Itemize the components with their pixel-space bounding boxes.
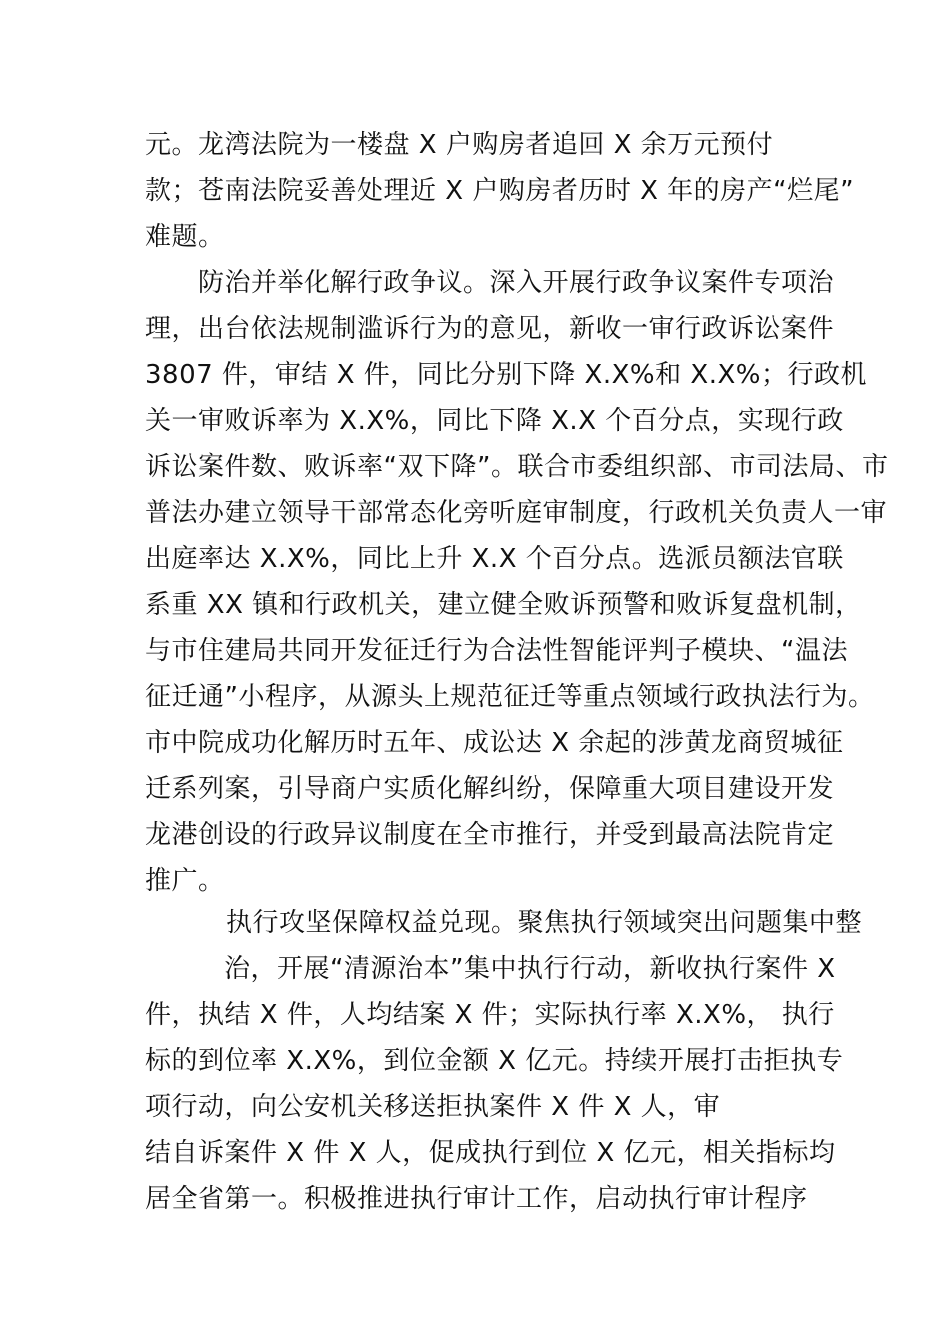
text-line: 件，执结 X 件，人均结案 X 件；实际执行率 X.X%， 执行 — [145, 1000, 835, 1030]
text-line: 关一审败诉率为 X.X%，同比下降 X.X 个百分点，实现行政 — [145, 406, 844, 436]
text-line: 市中院成功化解历时五年、成讼达 X 余起的涉黄龙商贸城征 — [145, 728, 844, 758]
text-line: 普法办建立领导干部常态化旁听庭审制度，行政机关负责人一审 — [145, 498, 888, 528]
text-line: 结自诉案件 X 件 X 人，促成执行到位 X 亿元，相关指标均 — [145, 1138, 836, 1168]
text-line: 龙港创设的行政异议制度在全市推行，并受到最高法院肯定 — [145, 820, 835, 850]
text-line: 治，开展“清源治本”集中执行行动，新收执行案件 X — [224, 954, 836, 984]
text-line: 与市住建局共同开发征迁行为合法性智能评判子模块、“温法 — [145, 636, 848, 666]
paragraph-heading-line: 执行攻坚保障权益兑现。聚焦执行领域突出问题集中整 — [226, 908, 863, 938]
text-line: 标的到位率 X.X%，到位金额 X 亿元。持续开展打击拒执专 — [145, 1046, 844, 1076]
text-line: 系重 XX 镇和行政机关，建立健全败诉预警和败诉复盘机制， — [145, 590, 862, 620]
text-line: 元。龙湾法院为一楼盘 X 户购房者追回 X 余万元预付 — [145, 130, 774, 160]
paragraph-heading-line: 防治并举化解行政争议。深入开展行政争议案件专项治 — [198, 268, 835, 298]
text-line: 迁系列案，引导商户实质化解纠纷，保障重大项目建设开发 — [145, 774, 835, 804]
text-line: 难题。 — [145, 222, 225, 252]
text-line: 项行动，向公安机关移送拒执案件 X 件 X 人，审 — [145, 1092, 721, 1122]
text-line: 诉讼案件数、败诉率“双下降”。联合市委组织部、市司法局、市 — [145, 452, 889, 482]
text-line: 款；苍南法院妥善处理近 X 户购房者历时 X 年的房产“烂尾” — [145, 176, 855, 206]
text-line: 出庭率达 X.X%，同比上升 X.X 个百分点。选派员额法官联 — [145, 544, 844, 574]
text-line: 居全省第一。积极推进执行审计工作，启动执行审计程序 — [145, 1184, 808, 1214]
text-line: 推广。 — [145, 866, 225, 896]
text-line: 征迁通”小程序，从源头上规范征迁等重点领域行政执法行为。 — [145, 682, 875, 712]
text-line: 3807 件，审结 X 件，同比分别下降 X.X%和 X.X%；行政机 — [145, 360, 867, 390]
text-line: 理，出台依法规制滥诉行为的意见，新收一审行政诉讼案件 — [145, 314, 835, 344]
